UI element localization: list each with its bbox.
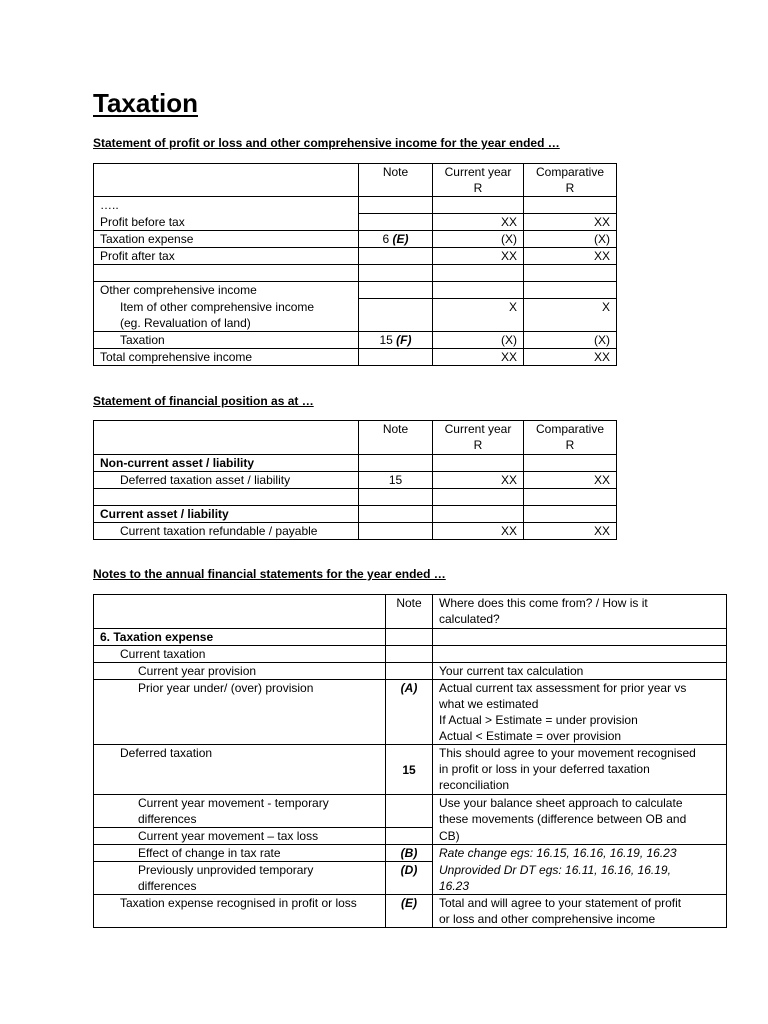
- table-row: [94, 489, 617, 506]
- comparative-value: XX: [524, 248, 617, 265]
- comparative-value: (X): [524, 231, 617, 248]
- note-ref: (B): [386, 845, 433, 862]
- ellipsis-cell: …..: [94, 197, 359, 214]
- table-row: [94, 506, 617, 523]
- table-row: [94, 472, 617, 489]
- comparative-value: XX: [524, 349, 617, 366]
- current-year-header: Current year R: [433, 164, 524, 197]
- row-label: Current asset / liability: [94, 506, 359, 523]
- row-explanation: This should agree to your movement recognised in profit or loss in your deferred taxation reconciliation: [433, 745, 727, 795]
- row-label: Current year movement - temporary differences: [94, 795, 386, 828]
- row-label: Profit after tax: [94, 248, 359, 265]
- table-row: [94, 862, 727, 895]
- row-label: Current year provision: [94, 663, 386, 680]
- table-row: [94, 680, 727, 745]
- row-label: Total comprehensive income: [94, 349, 359, 366]
- note-ref: 6 (E): [359, 231, 433, 248]
- note-ref: (A): [386, 680, 433, 745]
- fp-heading: Statement of financial position as at …: [93, 394, 314, 408]
- table-row: [94, 214, 617, 231]
- table-row: [94, 895, 727, 928]
- table-row: [94, 795, 727, 828]
- table-header-row: [94, 421, 617, 455]
- pl-heading: Statement of profit or loss and other comprehensive income for the year ended …: [93, 136, 560, 150]
- row-label: Other comprehensive income: [94, 282, 359, 299]
- table-row: [94, 455, 617, 472]
- note-header: Note: [386, 595, 433, 629]
- table-row: [94, 197, 617, 214]
- table-row: [94, 845, 727, 862]
- comparative-value: XX: [524, 472, 617, 489]
- comparative-header: Comparative R: [524, 421, 617, 455]
- note-ref: 15: [359, 472, 433, 489]
- page-title: Taxation: [93, 88, 198, 118]
- table-row: [94, 745, 727, 795]
- note-header: Note: [359, 164, 433, 197]
- row-label: 6. Taxation expense: [94, 629, 386, 646]
- current-value: XX: [433, 523, 524, 540]
- row-label: Profit before tax: [94, 214, 359, 231]
- current-value: XX: [433, 472, 524, 489]
- row-explanation: Use your balance sheet approach to calculate these movements (difference between OB and: [433, 795, 727, 828]
- row-label: Taxation expense recognised in profit or loss: [94, 895, 386, 928]
- table-row: [94, 248, 617, 265]
- row-explanation: Rate change egs: 16.15, 16.16, 16.19, 16.23: [433, 845, 727, 862]
- current-value: XX: [433, 248, 524, 265]
- current-value: XX: [433, 349, 524, 366]
- where-header: Where does this come from? / How is it calculated?: [433, 595, 727, 629]
- row-explanation: Total and will agree to your statement of profit or loss and other comprehensive income: [433, 895, 727, 928]
- comparative-value: X: [524, 299, 617, 332]
- note-ref: (E): [386, 895, 433, 928]
- comparative-value: (X): [524, 332, 617, 349]
- table-row: [94, 828, 727, 845]
- row-label: Current year movement – tax loss: [94, 828, 386, 845]
- comparative-header: Comparative R: [524, 164, 617, 197]
- comparative-value: XX: [524, 523, 617, 540]
- table-row: [94, 265, 617, 282]
- table-row: [94, 231, 617, 248]
- current-value: (X): [433, 231, 524, 248]
- table-row: [94, 299, 617, 332]
- row-label: Taxation expense: [94, 231, 359, 248]
- notes-heading: Notes to the annual financial statements for the year ended …: [93, 567, 446, 581]
- row-label: Item of other comprehensive income (eg. Revaluation of land): [94, 299, 359, 332]
- current-value: X: [433, 299, 524, 332]
- current-year-header: Current year R: [433, 421, 524, 455]
- row-label: Effect of change in tax rate: [94, 845, 386, 862]
- table-row: [94, 282, 617, 299]
- notes-table: [93, 594, 727, 928]
- row-label: Taxation: [94, 332, 359, 349]
- profit-loss-table: [93, 163, 617, 366]
- table-row: [94, 332, 617, 349]
- row-explanation: CB): [433, 828, 727, 845]
- current-value: (X): [433, 332, 524, 349]
- current-value: XX: [433, 214, 524, 231]
- table-header-row: [94, 595, 727, 629]
- row-label: Current taxation refundable / payable: [94, 523, 359, 540]
- row-label: Non-current asset / liability: [94, 455, 359, 472]
- note-ref: 15 (F): [359, 332, 433, 349]
- row-explanation: Actual current tax assessment for prior year vs what we estimated If Actual > Estimate = under provision Actual < Estimate = over provision: [433, 680, 727, 745]
- row-label: Deferred taxation asset / liability: [94, 472, 359, 489]
- table-row: [94, 663, 727, 680]
- row-label: Previously unprovided temporary differences: [94, 862, 386, 895]
- table-row: [94, 523, 617, 540]
- row-label: Prior year under/ (over) provision: [94, 680, 386, 745]
- financial-position-table: [93, 420, 617, 540]
- table-row: [94, 646, 727, 663]
- row-label: Current taxation: [94, 646, 386, 663]
- note-ref: (D): [386, 862, 433, 895]
- note-header: Note: [359, 421, 433, 455]
- table-row: [94, 349, 617, 366]
- row-label: Deferred taxation: [94, 745, 386, 795]
- note-ref: 15: [386, 745, 433, 795]
- table-row: [94, 629, 727, 646]
- comparative-value: XX: [524, 214, 617, 231]
- row-explanation: Unprovided Dr DT egs: 16.11, 16.16, 16.19, 16.23: [433, 862, 727, 895]
- row-explanation: Your current tax calculation: [433, 663, 727, 680]
- table-header-row: [94, 164, 617, 197]
